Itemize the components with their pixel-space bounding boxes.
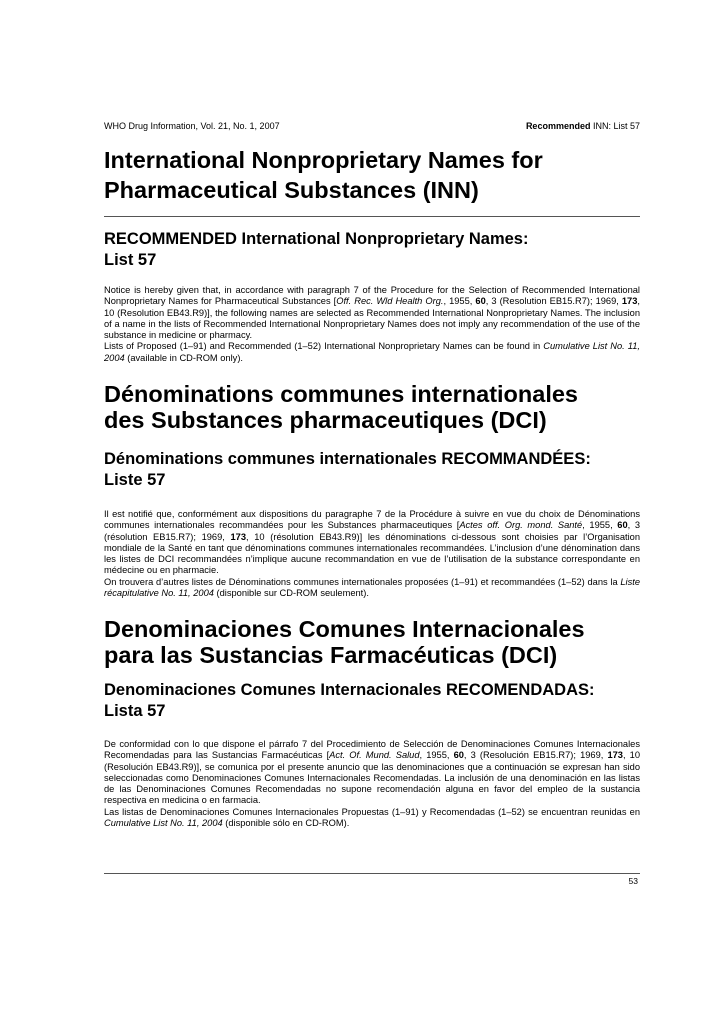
subtitle-line: Liste 57 xyxy=(104,471,166,489)
volume-number: 60 xyxy=(453,750,464,761)
text-run: Il est notifié que, conformément aux dispositions du paragraphe 7 de la Procédure à suivre en vue du choix de Dénominations communes internationales recommandées pour les Substances pharmaceutiques [ xyxy=(104,509,640,531)
text-run: , 3 (résolution EB15.R7); 1969, xyxy=(104,520,641,542)
title-line: Denominaciones Comunes Internacionales xyxy=(104,616,585,642)
title-line: Pharmaceutical Substances (INN) xyxy=(104,177,479,203)
subtitle-line: RECOMMENDED International Nonproprietary Names: xyxy=(104,230,529,248)
text-run: Las listas de Denominaciones Comunes Internacionales Propuestas (1–91) y Recomendadas (1–52) se encuentran reunidas en xyxy=(104,806,640,817)
cumulative-list-paragraph xyxy=(104,341,640,364)
text-run: (disponible sur CD-ROM seulement). xyxy=(213,588,369,599)
volume-number: 173 xyxy=(230,531,247,542)
running-header xyxy=(104,121,640,131)
publication-title: Liste récapitulative No. 11, 2004 xyxy=(104,576,640,599)
title-line: para las Sustancias Farmacéuticas (DCI) xyxy=(104,642,558,668)
text-run: , 10 (résolution EB43.R9)] les dénominations ci-dessous sont choisies par l’Organisation mondiale de la Santé en tant que dénominations communes internationales recommandées. L’inclusion d’une dénomination dans les listes de DCI recommandées n’implique aucune recommandation en vue de l’utilisation de la substance correspondante en médecine ou en pharmacie. xyxy=(104,531,640,576)
journal-citation: WHO Drug Information, Vol. 21, No. 1, 2007 xyxy=(104,121,280,131)
english-subtitle xyxy=(104,229,640,271)
spanish-subtitle xyxy=(104,680,640,722)
title-divider xyxy=(104,216,640,217)
text-run: (disponible sólo en CD-ROM). xyxy=(222,818,350,829)
french-subtitle xyxy=(104,449,640,491)
text-run: On trouvera d’autres listes de Dénominations communes internationales proposées (1–91) et recommandées (1–52) dans la xyxy=(104,576,621,587)
text-run: , 10 (Resolución EB43.R9)], se comunica por el presente anuncio que las denominaciones que a continuación se expresan han sido seleccionadas como Denominaciones Comunes Internacionales Recomendadas. La inclusión de una denominación en las listas de las Denominaciones Comunes Recomendadas no supone recomendación alguna en favor del empleo de la sustancia respectiva en medicina o en farmacia. xyxy=(104,750,640,806)
text-run: (available in CD-ROM only). xyxy=(124,352,243,363)
english-title xyxy=(104,145,640,205)
subtitle-line: Lista 57 xyxy=(104,702,166,720)
notice-paragraph xyxy=(104,285,640,341)
french-notice xyxy=(104,509,640,599)
text-run: De conformidad con lo que dispone el párrafo 7 del Procedimiento de Selección de Denominaciones Comunes Internacionales Recomendadas para las Sustancias Farmacéuticas [ xyxy=(104,739,640,761)
publication-title: Cumulative List No. 11, 2004 xyxy=(104,818,223,829)
text-run: , 3 (Resolución EB15.R7); 1969, xyxy=(463,750,608,761)
subtitle-line: List 57 xyxy=(104,251,157,269)
text-run: Lists of Proposed (1–91) and Recommended (1–52) International Nonproprietary Names can be found in xyxy=(104,341,544,352)
volume-number: 173 xyxy=(607,750,623,761)
spanish-notice xyxy=(104,739,640,829)
publication-title: Off. Rec. Wld Health Org. xyxy=(336,296,444,307)
cumulative-list-paragraph xyxy=(104,577,640,600)
section-label-rest: INN: List 57 xyxy=(590,121,640,131)
publication-title: Actes off. Org. mond. Santé xyxy=(459,520,583,531)
volume-number: 173 xyxy=(621,296,638,307)
section-label xyxy=(526,121,640,131)
publication-title: Act. Of. Mund. Salud xyxy=(329,750,420,761)
notice-paragraph xyxy=(104,509,640,577)
text-run: , 1955, xyxy=(419,750,454,761)
title-line: International Nonproprietary Names for xyxy=(104,147,543,173)
title-line: Dénominations communes internationales xyxy=(104,381,579,407)
title-line: des Substances pharmaceutiques (DCI) xyxy=(104,407,547,433)
spanish-title xyxy=(104,616,640,668)
notice-paragraph xyxy=(104,739,640,807)
volume-number: 60 xyxy=(475,296,486,307)
text-run: , 1955, xyxy=(443,296,476,307)
footer-divider xyxy=(104,873,640,874)
subtitle-line: Dénominations communes internationales RECOMMANDÉES: xyxy=(104,450,591,468)
volume-number: 60 xyxy=(617,520,628,531)
section-label-bold: Recommended xyxy=(525,121,591,131)
cumulative-list-paragraph xyxy=(104,807,640,830)
publication-title: Cumulative List No. 11, 2004 xyxy=(104,341,640,363)
subtitle-line: Denominaciones Comunes Internacionales RECOMENDADAS: xyxy=(104,681,595,699)
text-run: , 1955, xyxy=(582,520,618,531)
text-run: , 10 (Resolution EB43.R9)], the following names are selected as Recommended International Nonproprietary Names. The inclusion of a name in the lists of Recommended International Nonproprietary Names does not imply any recommendation of the use of the substance in medicine or pharmacy. xyxy=(104,296,640,341)
french-title xyxy=(104,381,640,433)
english-notice xyxy=(104,285,640,364)
page-number: 53 xyxy=(628,876,638,886)
text-run: , 3 (Resolution EB15.R7); 1969, xyxy=(485,296,622,307)
text-run: Notice is hereby given that, in accordance with paragraph 7 of the Procedure for the Selection of Recommended International Nonproprietary Names for Pharmaceutical Substances [ xyxy=(104,285,640,307)
